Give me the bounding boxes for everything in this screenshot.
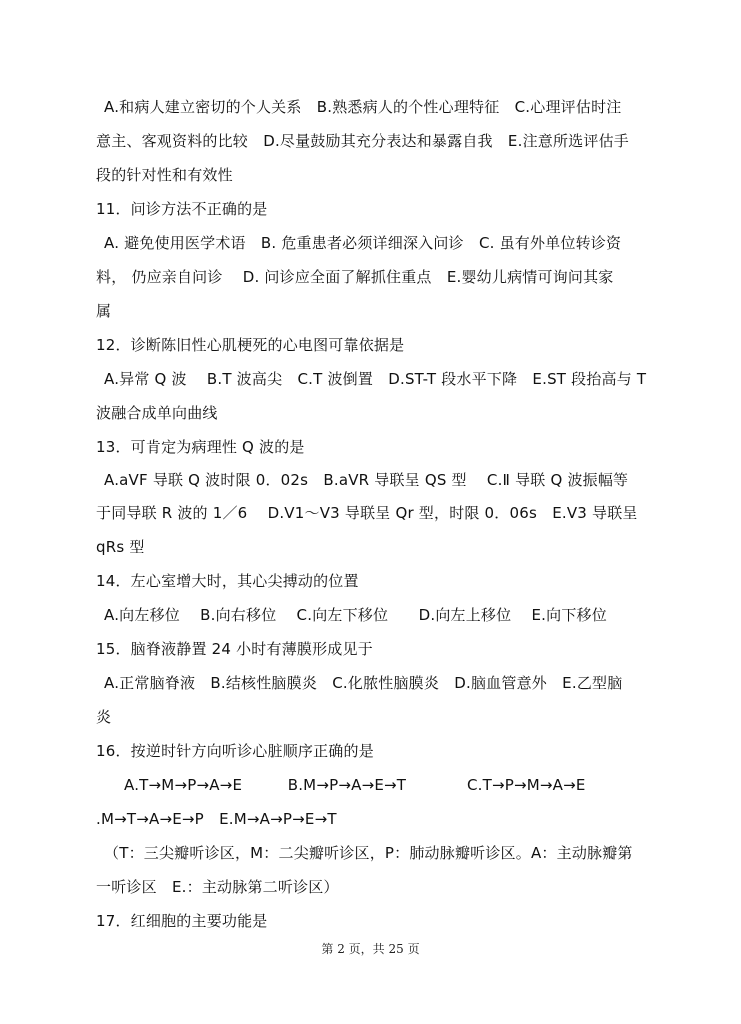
text-line: 炎 xyxy=(96,708,112,726)
text-line: 于同导联 R 波的 1／6 D.V1～V3 导联呈 Qr 型，时限 0．06s E.V3 导联呈 xyxy=(96,504,638,522)
text-line: qRs 型 xyxy=(96,538,145,556)
text-line: 意主、客观资料的比较 D.尽量鼓励其充分表达和暴露自我 E.注意所选评估手 xyxy=(96,132,629,150)
text-line: A.正常脑脊液 B.结核性脑膜炎 C.化脓性脑膜炎 D.脑血管意外 E.乙型脑 xyxy=(104,674,623,692)
text-line: 属 xyxy=(96,302,112,320)
text-line: 料， 仍应亲自问诊 D. 问诊应全面了解抓住重点 E.婴幼儿病情可询问其家 xyxy=(96,268,614,286)
text-line: A.异常 Q 波 B.T 波高尖 C.T 波倒置 D.ST-T 段水平下降 E.ST 段抬高与 T xyxy=(104,370,647,388)
text-line: 一听诊区 E.：主动脉第二听诊区） xyxy=(96,878,339,896)
question-14: 14．左心室增大时，其心尖搏动的位置 xyxy=(96,572,359,590)
page-footer: 第 2 页，共 25 页 xyxy=(321,942,420,956)
text-line: A.aVF 导联 Q 波时限 0．02s B.aVR 导联呈 QS 型 C.Ⅱ 导联 Q 波振幅等 xyxy=(104,471,629,489)
question-15: 15．脑脊液静置 24 小时有薄膜形成见于 xyxy=(96,640,373,658)
question-16: 16．按逆时针方向听诊心脏顺序正确的是 xyxy=(96,742,374,760)
question-13: 13．可肯定为病理性 Q 波的是 xyxy=(96,438,305,456)
text-line: .M→T→A→E→P E.M→A→P→E→T xyxy=(96,810,337,828)
text-line: 波融合成单向曲线 xyxy=(96,404,218,422)
text-line: A.T→M→P→A→E B.M→P→A→E→T C.T→P→M→A→E xyxy=(124,776,586,794)
question-11: 11．问诊方法不正确的是 xyxy=(96,200,268,218)
question-12: 12．诊断陈旧性心肌梗死的心电图可靠依据是 xyxy=(96,336,405,354)
question-17: 17．红细胞的主要功能是 xyxy=(96,912,268,930)
text-line: （T：三尖瓣听诊区，M：二尖瓣听诊区，P：肺动脉瓣听诊区。A：主动脉瓣第 xyxy=(104,844,633,862)
text-line: A. 避免使用医学术语 B. 危重患者必须详细深入问诊 C. 虽有外单位转诊资 xyxy=(104,234,622,252)
text-line: A.和病人建立密切的个人关系 B.熟悉病人的个性心理特征 C.心理评估时注 xyxy=(104,98,622,116)
text-line: A.向左移位 B.向右移位 C.向左下移位 D.向左上移位 E.向下移位 xyxy=(104,606,607,624)
text-line: 段的针对性和有效性 xyxy=(96,166,233,184)
